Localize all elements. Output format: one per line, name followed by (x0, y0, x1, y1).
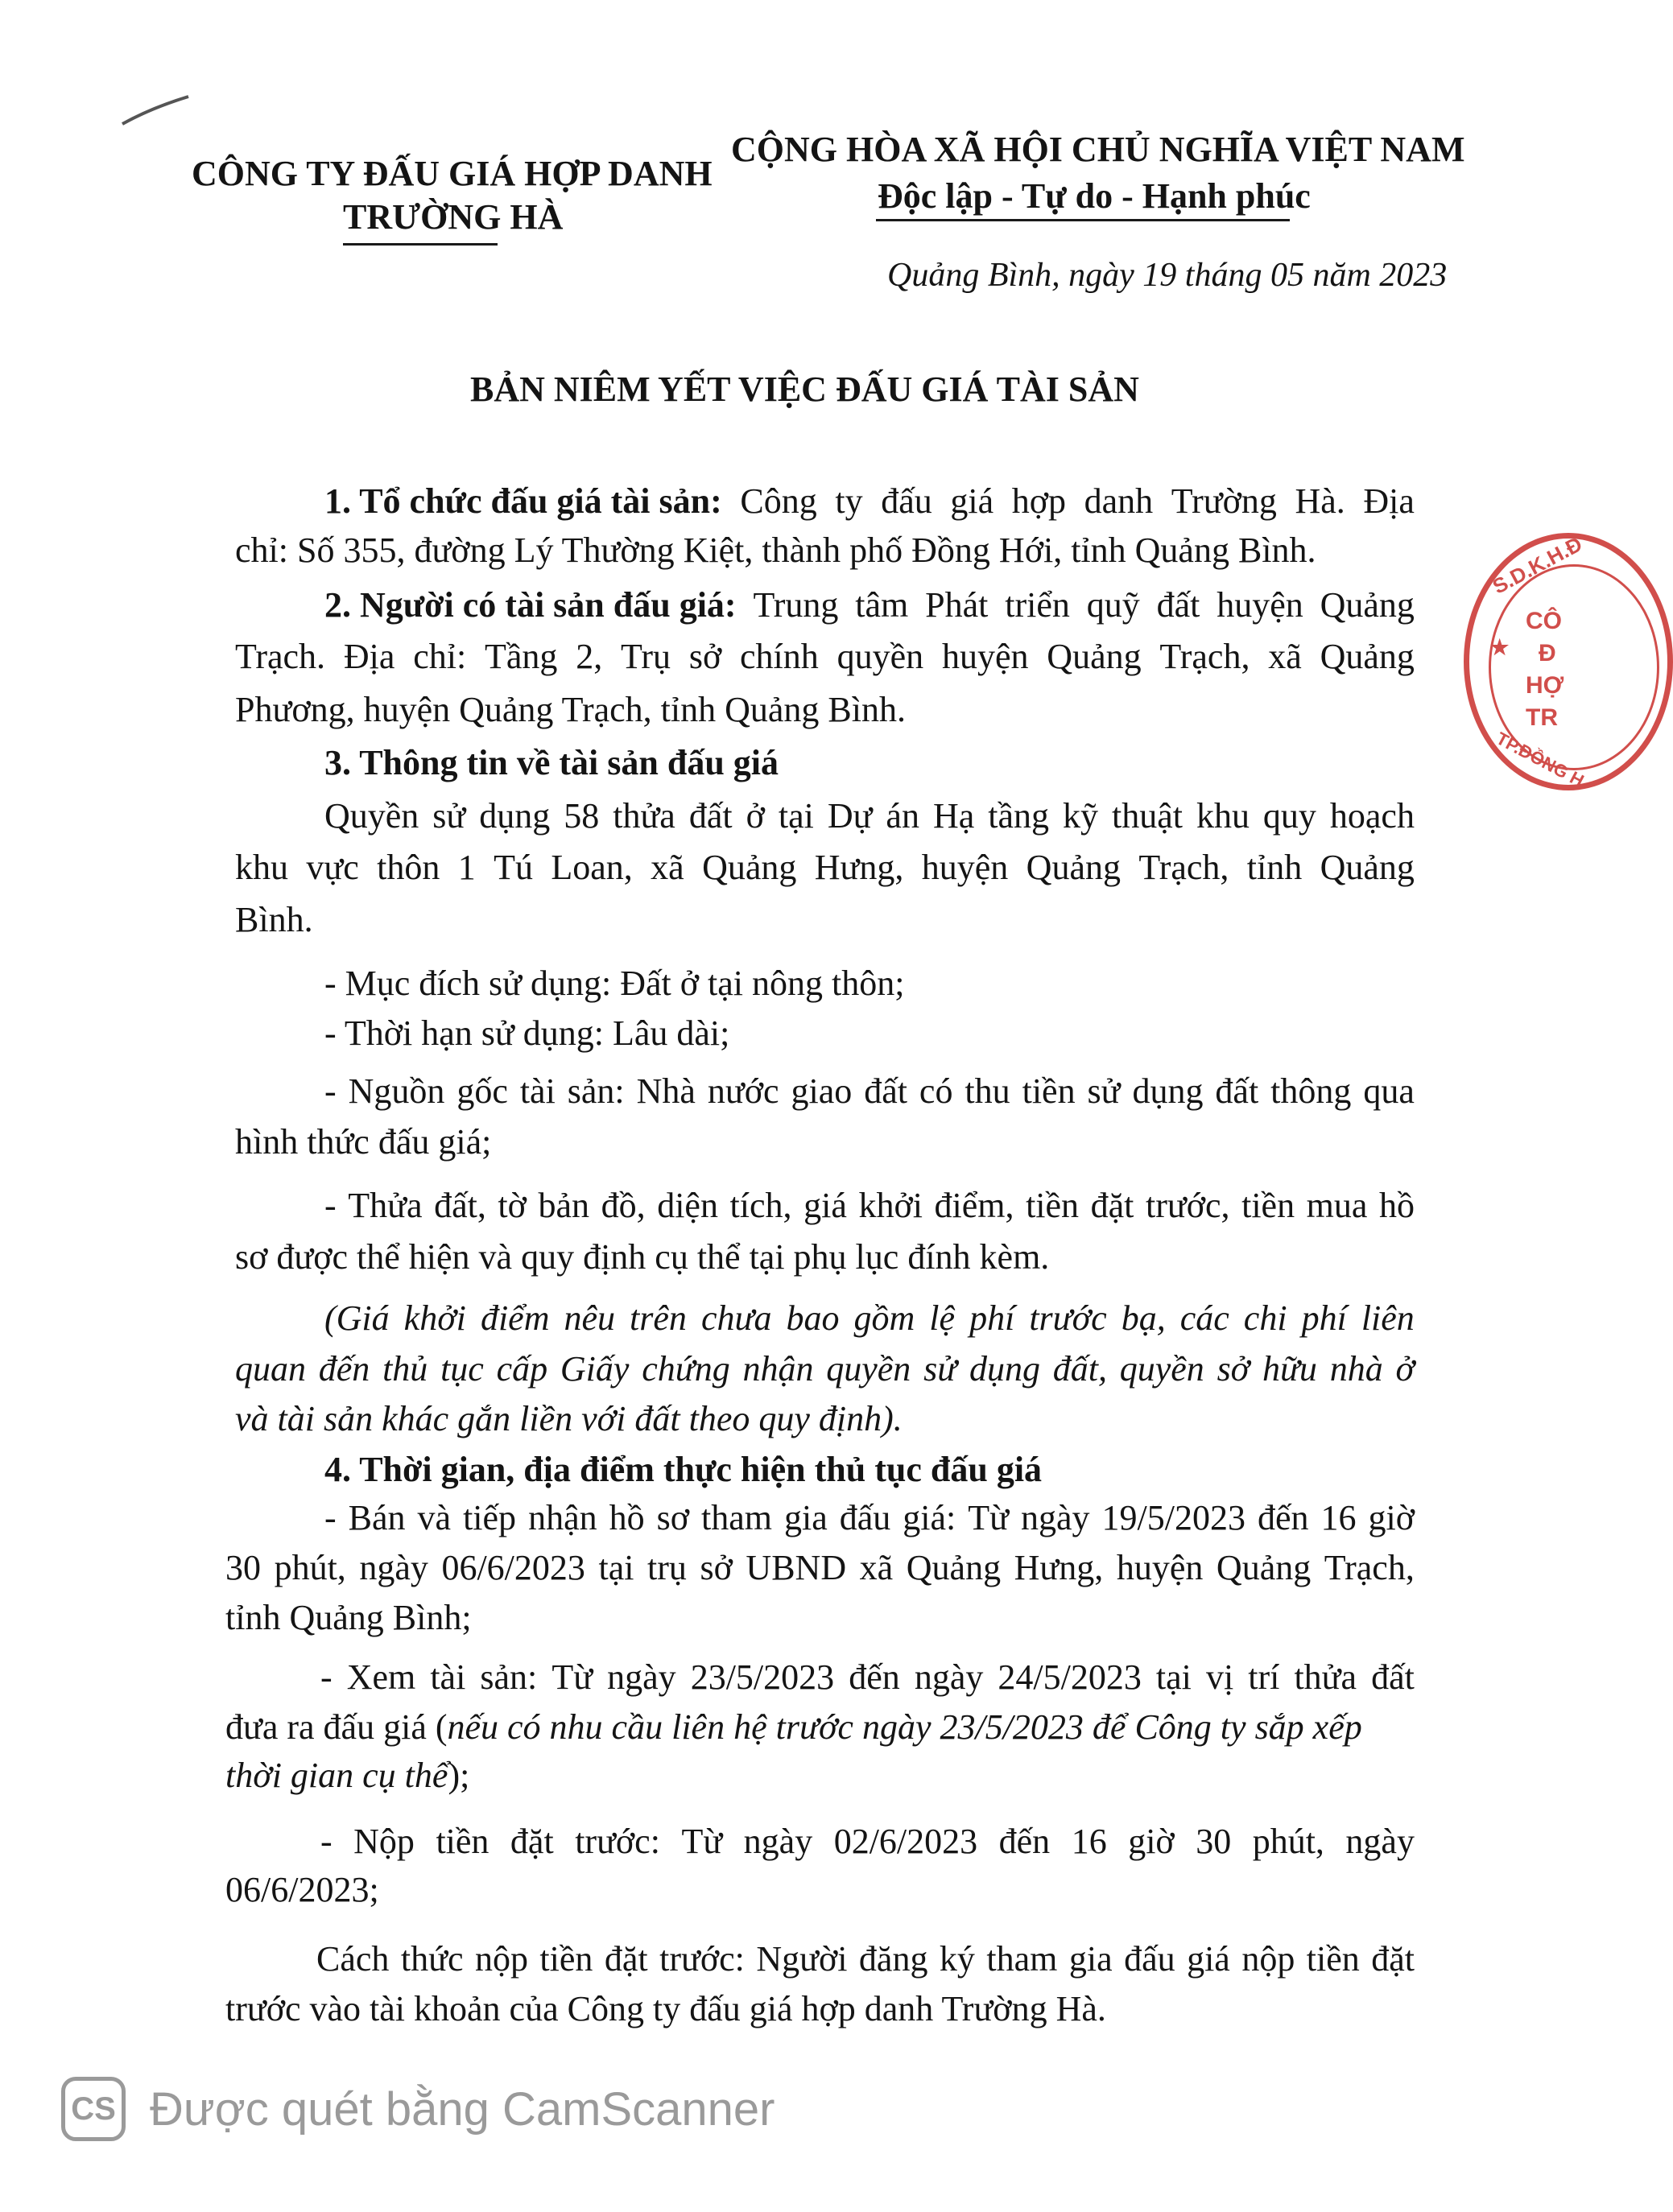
camscanner-watermark (61, 2077, 775, 2141)
s4-method-line2: trước vào tài khoản của Công ty đấu giá hợp danh Trường Hà. (225, 1989, 1106, 2028)
s4-deposit-line2: 06/6/2023; (225, 1870, 379, 1909)
seal-text-1: CÔ (1526, 608, 1562, 634)
motto-underline (876, 219, 1290, 221)
s3-duration: - Thời hạn sử dụng: Lâu dài; (324, 1013, 730, 1053)
company-name-line2: TRƯỜNG HÀ (343, 197, 564, 237)
s4-sale-line3: tỉnh Quảng Bình; (225, 1598, 472, 1637)
s4-method-line1: Cách thức nộp tiền đặt trước: Người đăng ký tham gia đấu giá nộp tiền đặt (316, 1939, 1415, 1979)
date-line: Quảng Bình, ngày 19 tháng 05 năm 2023 (887, 257, 1448, 294)
s3-origin-line2: hình thức đấu giá; (235, 1122, 492, 1162)
s3-plot-line2: sơ được thể hiện và quy định cụ thể tại phụ lục đính kèm. (235, 1237, 1050, 1277)
pen-mark (119, 90, 192, 130)
s1-line1: 1. Tổ chức đấu giá tài sản: Công ty đấu giá hợp danh Trường Hà. Địa (324, 481, 1415, 521)
document-title: BẢN NIÊM YẾT VIỆC ĐẤU GIÁ TÀI SẢN (470, 369, 1139, 409)
seal-text-3: HỢ (1526, 672, 1564, 699)
s2-line2: Trạch. Địa chỉ: Tầng 2, Trụ sở chính quyền huyện Quảng Trạch, xã Quảng (235, 637, 1415, 676)
s1-label: 1. Tổ chức đấu giá tài sản: (324, 481, 722, 521)
nation-motto: Độc lập - Tự do - Hạnh phúc (878, 176, 1311, 216)
s4-view-line1: - Xem tài sản: Từ ngày 23/5/2023 đến ngày 24/5/2023 tại vị trí thửa đất (320, 1657, 1415, 1697)
s3-note-line3: và tài sản khác gắn liền với đất theo quy định). (235, 1399, 903, 1438)
seal-ring-text: S.D.K.H.Đ (1488, 531, 1587, 599)
s4-deposit-line1: - Nộp tiền đặt trước: Từ ngày 02/6/2023 đến 16 giờ 30 phút, ngày (320, 1822, 1415, 1861)
company-name-line1: CÔNG TY ĐẤU GIÁ HỢP DANH (192, 154, 713, 193)
nation-title: CỘNG HÒA XÃ HỘI CHỦ NGHĨA VIỆT NAM (731, 130, 1465, 169)
camscanner-text: Được quét bằng CamScanner (150, 2082, 775, 2136)
s3-para-line1: Quyền sử dụng 58 thửa đất ở tại Dự án Hạ tầng kỹ thuật khu quy hoạch (324, 796, 1415, 836)
s2-line1: 2. Người có tài sản đấu giá: Trung tâm Phát triển quỹ đất huyện Quảng (324, 585, 1415, 625)
s1-line2: chỉ: Số 355, đường Lý Thường Kiệt, thành phố Đồng Hới, tỉnh Quảng Bình. (235, 530, 1316, 570)
seal-text-4: TR (1526, 704, 1558, 731)
seal-star-icon: ★ (1490, 635, 1510, 659)
company-underline (343, 243, 498, 246)
s4-sale-line2: 30 phút, ngày 06/6/2023 tại trụ sở UBND xã Quảng Hưng, huyện Quảng Trạch, (225, 1548, 1415, 1587)
s3-purpose: - Mục đích sử dụng: Đất ở tại nông thôn; (324, 964, 905, 1003)
s4-view-line3: thời gian cụ thể); (225, 1756, 470, 1795)
s2-line3: Phương, huyện Quảng Trạch, tỉnh Quảng Bình. (235, 690, 906, 729)
s3-para-line3: Bình. (235, 900, 313, 939)
s4-sale-line1: - Bán và tiếp nhận hồ sơ tham gia đấu giá: Từ ngày 19/5/2023 đến 16 giờ (324, 1498, 1415, 1537)
s2-label: 2. Người có tài sản đấu giá: (324, 585, 737, 625)
seal-text-2: Đ (1539, 640, 1556, 666)
s3-note-line2: quan đến thủ tục cấp Giấy chứng nhận quyền sử dụng đất, quyền sở hữu nhà ở (235, 1349, 1415, 1389)
camscanner-logo-icon: CS (61, 2077, 126, 2141)
s4-heading: 4. Thời gian, địa điểm thực hiện thủ tục đấu giá (324, 1450, 1043, 1489)
s4-view-line2: đưa ra đấu giá (nếu có nhu cầu liên hệ trước ngày 23/5/2023 để Công ty sắp xếp (225, 1707, 1362, 1747)
s3-para-line2: khu vực thôn 1 Tú Loan, xã Quảng Hưng, huyện Quảng Trạch, tỉnh Quảng (235, 848, 1415, 887)
s3-note-line1: (Giá khởi điểm nêu trên chưa bao gồm lệ phí trước bạ, các chi phí liên (324, 1298, 1415, 1338)
s3-heading: 3. Thông tin về tài sản đấu giá (324, 743, 779, 782)
company-seal (1464, 533, 1673, 790)
s3-origin-line1: - Nguồn gốc tài sản: Nhà nước giao đất có thu tiền sử dụng đất thông qua (324, 1071, 1415, 1111)
seal-bottom-text: TP.ĐỒNG H (1493, 728, 1588, 791)
s3-plot-line1: - Thửa đất, tờ bản đồ, diện tích, giá khởi điểm, tiền đặt trước, tiền mua hồ (324, 1186, 1415, 1225)
